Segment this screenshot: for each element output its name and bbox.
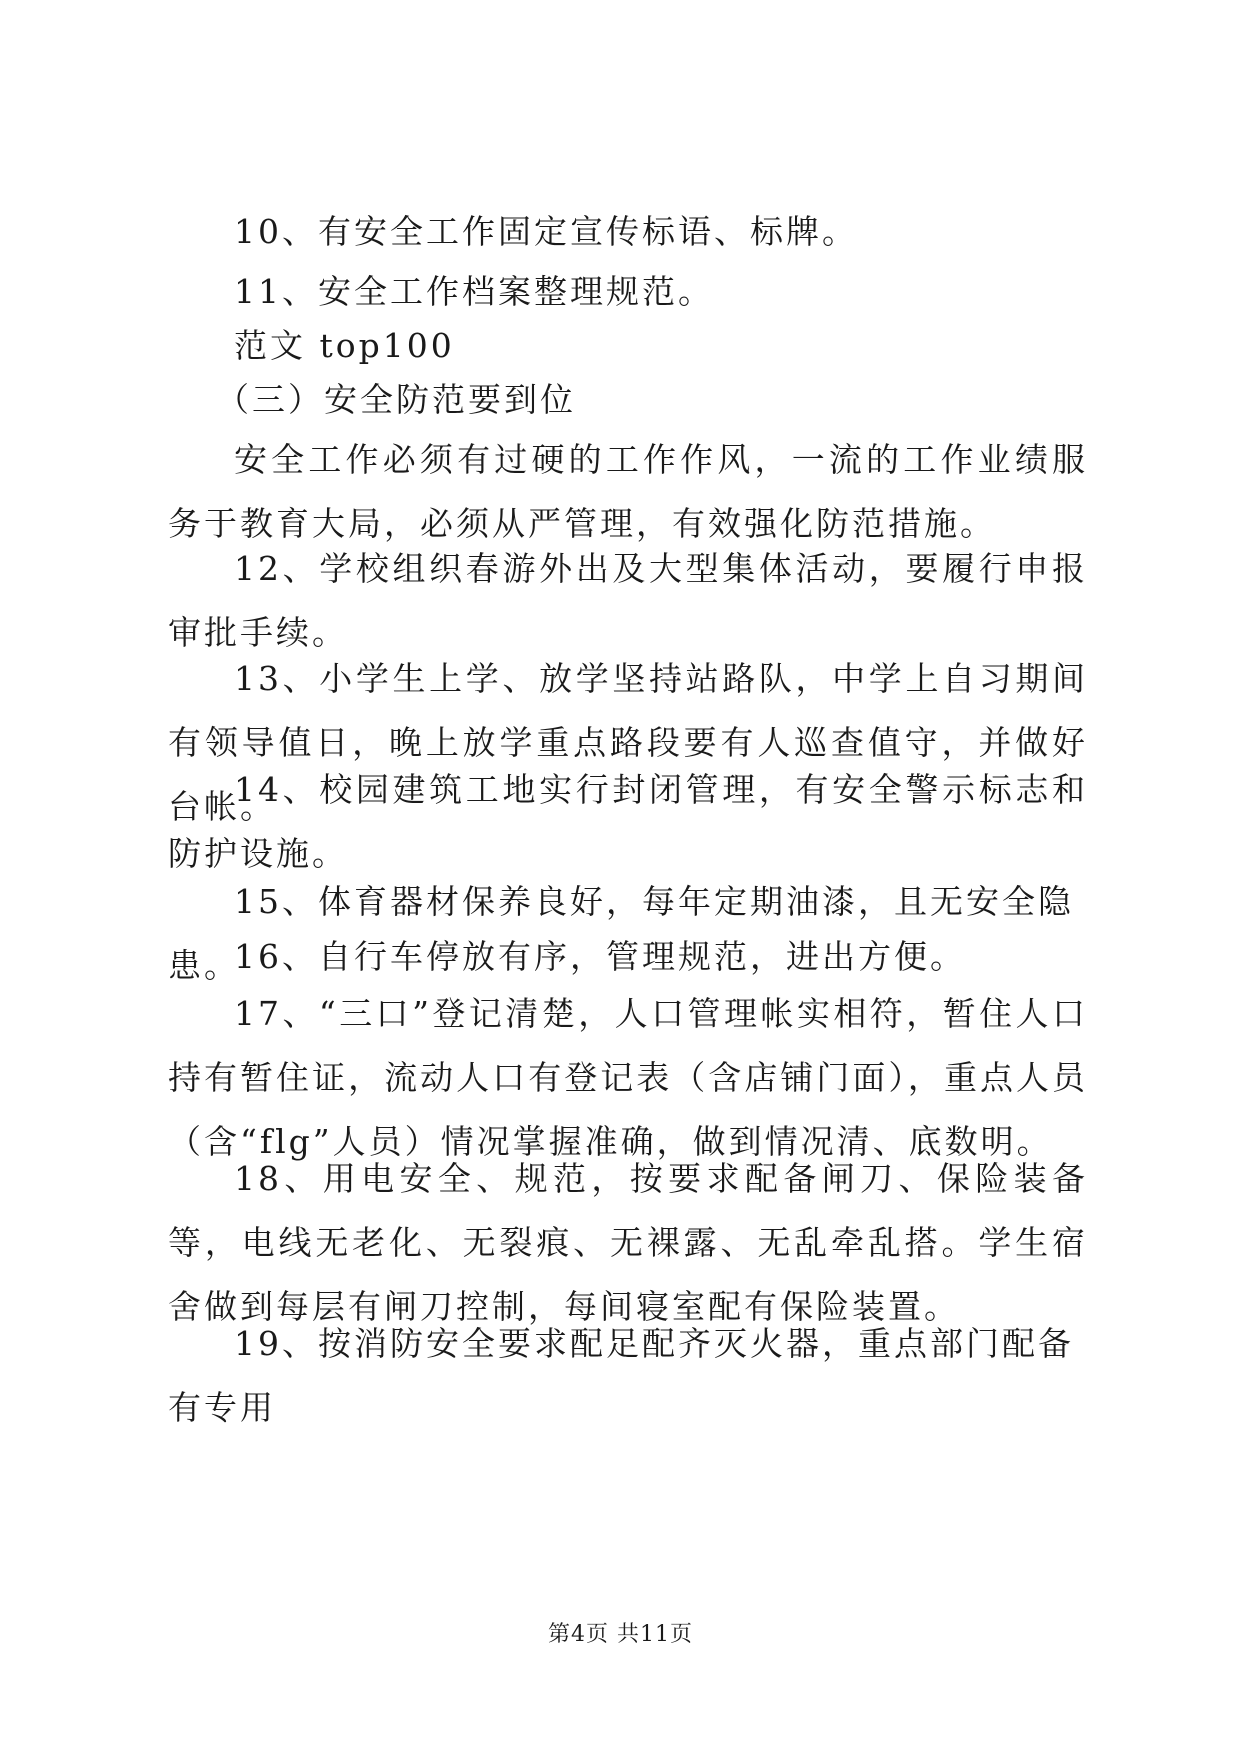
paragraph-item-15: 15、体育器材保养良好，每年定期油漆，且无安全隐患。 — [168, 882, 1074, 985]
paragraph-item-10: 10、有安全工作固定宣传标语、标牌。 — [234, 212, 858, 251]
paragraph-item-16: 16、自行车停放有序，管理规范，进出方便。 — [234, 937, 966, 976]
paragraph-item-14: 14、校园建筑工地实行封闭管理，有安全警示标志和防护设施。 — [168, 770, 1088, 873]
paragraph-item-13: 13、小学生上学、放学坚持站路队，中学上自习期间有领导值日，晚上放学重点路段要有人巡查值守，并做好台帐。 — [168, 659, 1088, 826]
section-heading: （三）安全防范要到位 — [216, 380, 576, 419]
paragraph-item-11: 11、安全工作档案整理规范。 — [234, 272, 714, 311]
paragraph-source-note: 范文 top100 — [234, 326, 455, 365]
page-footer: 第4页 共11页 — [548, 1622, 693, 1647]
paragraph-item-19: 19、按消防安全要求配足配齐灭火器，重点部门配备有专用 — [168, 1324, 1074, 1427]
paragraph-item-12: 12、学校组织春游外出及大型集体活动，要履行申报审批手续。 — [168, 549, 1088, 652]
paragraph-intro: 安全工作必须有过硬的工作作风，一流的工作业绩服务于教育大局，必须从严管理，有效强化防范措施。 — [168, 440, 1088, 543]
paragraph-item-18: 18、用电安全、规范，按要求配备闸刀、保险装备等，电线无老化、无裂痕、无裸露、无乱牵乱搭。学生宿舍做到每层有闸刀控制，每间寝室配有保险装置。 — [168, 1159, 1088, 1326]
paragraph-item-17: 17、“三口”登记清楚，人口管理帐实相符，暂住人口持有暂住证，流动人口有登记表（含店铺门面），重点人员（含“flg”人员）情况掌握准确，做到情况清、底数明。 — [168, 994, 1088, 1161]
